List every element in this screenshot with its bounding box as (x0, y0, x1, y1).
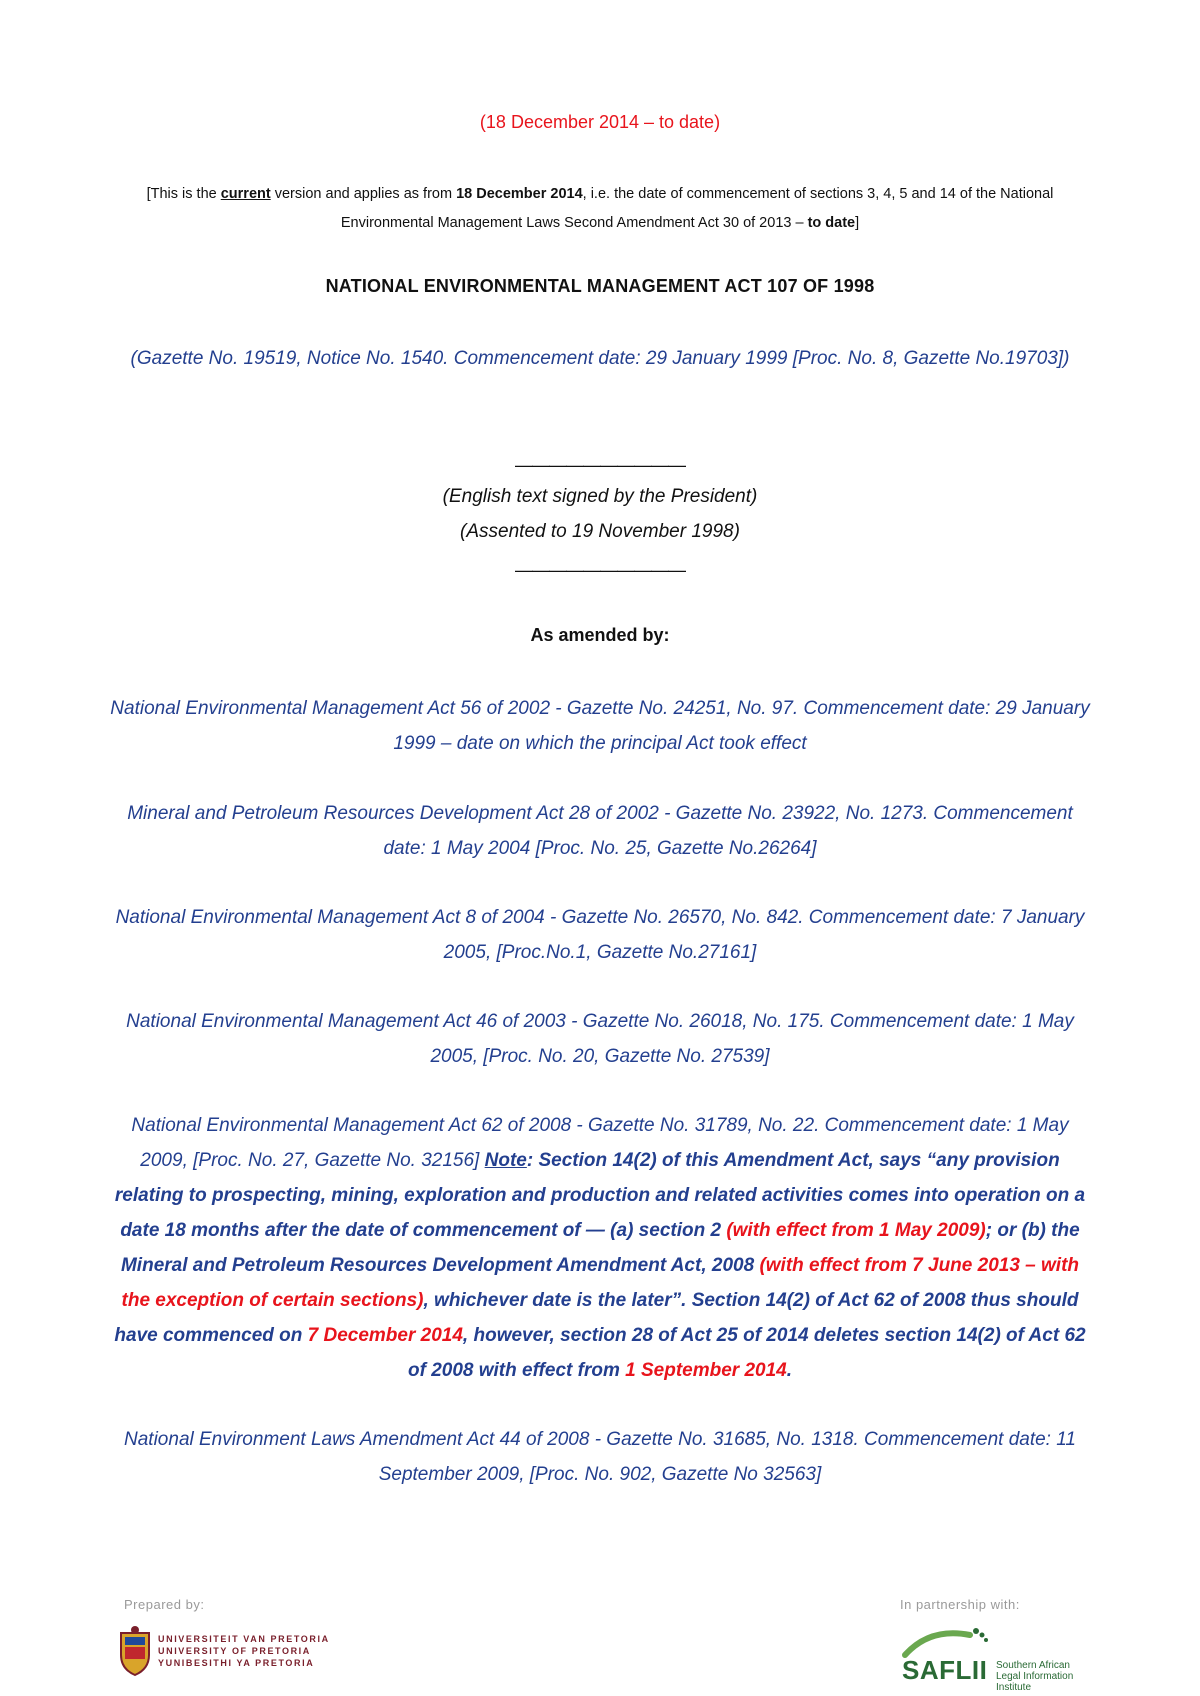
a5-red4: 1 September 2014 (625, 1360, 787, 1381)
a5-part3: ; or (b) the Mineral and Petroleum Resources Development Amendment Act, 2008 (120, 1220, 1080, 1276)
note-mid: version and applies as from (270, 186, 457, 202)
divider-rule-bottom: —————————— (515, 560, 685, 580)
a5-part1: National Environmental Management Act 62 of 2008 - Gazette No. 31789, No. 22. Commencement date: 1 May 2009, [Proc. No. 27, Gazette No. 32156] (131, 1115, 1069, 1171)
signed-text: (English text signed by the President) (442, 486, 758, 507)
act-title: NATIONAL ENVIRONMENTAL MANAGEMENT ACT 107 OF 1998 (325, 276, 875, 296)
gazette-info: (Gazette No. 19519, Notice No. 1540. Commencement date: 29 January 1999 [Proc. No. 8, Gazette No.19703]) (130, 348, 1070, 369)
university-of-pretoria-logo (118, 1625, 328, 1683)
up-wordmark (158, 1633, 330, 1669)
note-prefix: [This is the (146, 186, 221, 202)
a5-red2: (with effect from 7 June 2013 – with the exception of certain sections) (121, 1255, 1080, 1311)
saflii-sub-1: Southern African (996, 1660, 1070, 1671)
a5-red3: 7 December 2014 (307, 1325, 463, 1346)
note-end: ] (855, 215, 860, 231)
amendment-item: National Environmental Management Act 46 of 2003 - Gazette No. 26018, No. 175. Commencement date: 1 May 2005, [Proc. No. 20, Gazette No. 27539] (126, 1011, 1074, 1067)
prepared-by-label: Prepared by: (124, 1597, 205, 1612)
a5-part4: , whichever date is the later”. Section 14(2) of Act 62 of 2008 thus should have commenced on (114, 1290, 1079, 1346)
note-to-date: to date (807, 215, 856, 231)
note-date: 18 December 2014 (456, 186, 583, 202)
saflii-sub-2: Legal Information Institute (996, 1671, 1074, 1693)
up-line-3: YUNIBESITHI YA PRETORIA (158, 1658, 315, 1668)
amendment-item: National Environmental Management Act 56 of 2002 - Gazette No. 24251, No. 97. Commencement date: 29 January 1999 – date on which the principal Act took effect (110, 698, 1090, 754)
divider-rule-top: —————————— (515, 455, 685, 475)
up-line-1: UNIVERSITEIT VAN PRETORIA (158, 1634, 330, 1644)
amendment-item-with-note (110, 1108, 1090, 1388)
a5-part2: : Section 14(2) of this Amendment Act, says “any provision relating to prospecting, mining, exploration and production and related activities comes into operation on a date 18 months after the date of commencement of — (a) section 2 (114, 1150, 1086, 1241)
current-version-note (110, 180, 1090, 238)
assented-text: (Assented to 19 November 1998) (460, 521, 740, 542)
saflii-logo (900, 1625, 1090, 1693)
amendment-item: National Environment Laws Amendment Act 44 of 2008 - Gazette No. 31685, No. 1318. Commencement date: 11 September 2009, [Proc. No. 902, Gazette No 32563] (124, 1429, 1076, 1485)
a5-note-label: Note (484, 1150, 527, 1171)
amendment-item: National Environmental Management Act 8 of 2004 - Gazette No. 26570, No. 842. Commencement date: 7 January 2005, [Proc.No.1, Gazette No.27161] (115, 907, 1085, 963)
up-line-2: UNIVERSITY OF PRETORIA (158, 1646, 311, 1656)
note-rest: , i.e. the date of commencement of sections 3, 4, 5 and 14 of the National Environmental Management Laws Second Amendment Act 30 of 2013 – (340, 186, 1054, 231)
saflii-name: SAFLII (902, 1655, 988, 1685)
saflii-subtitle (996, 1660, 1090, 1693)
saflii-footprint-icon (900, 1625, 990, 1659)
amended-by-heading: As amended by: (530, 625, 670, 645)
a5-red1: (with effect from 1 May 2009) (726, 1220, 986, 1241)
note-current: current (220, 186, 271, 202)
up-crest-icon (118, 1625, 152, 1677)
a5-part6: . (786, 1360, 793, 1381)
partnership-label: In partnership with: (900, 1597, 1020, 1612)
a5-part5: , however, section 28 of Act 25 of 2014 deletes section 14(2) of Act 62 of 2008 with effect from (407, 1325, 1086, 1381)
amendment-item: Mineral and Petroleum Resources Development Act 28 of 2002 - Gazette No. 23922, No. 1273. Commencement date: 1 May 2004 [Proc. No. 25, Gazette No.26264] (127, 803, 1073, 859)
version-date-range: (18 December 2014 – to date) (479, 112, 721, 132)
